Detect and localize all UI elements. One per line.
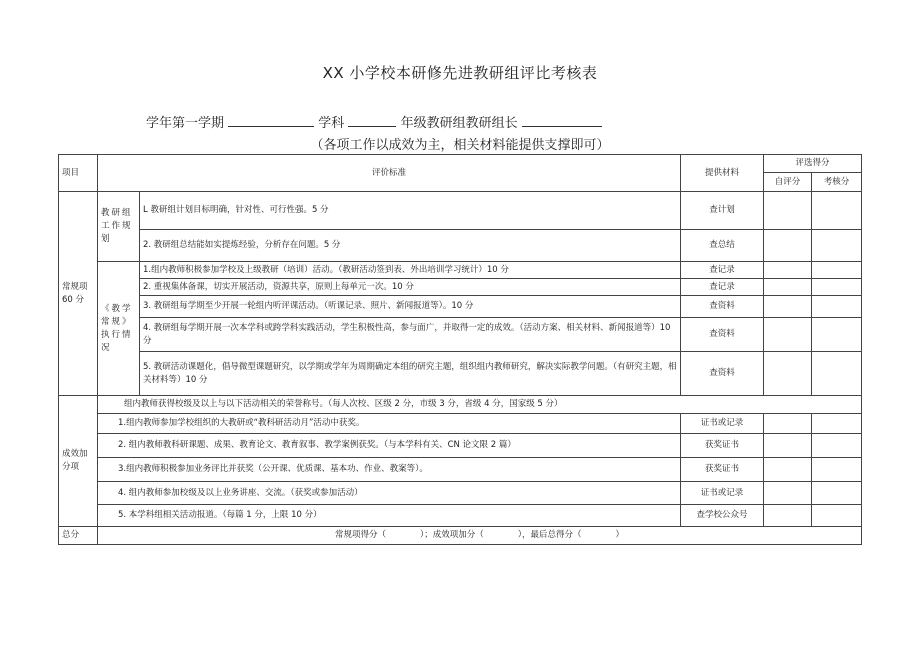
- header-criteria: 评价标准: [98, 155, 681, 192]
- table-row: [59, 279, 862, 296]
- review-score-cell[interactable]: [812, 434, 862, 458]
- routine-category-label: 常规项 60 分: [62, 281, 88, 305]
- page-title: XX 小学校本研修先进教研组评比考核表: [322, 64, 598, 82]
- table-row: [59, 296, 862, 318]
- table-row: [59, 352, 862, 396]
- table-row: [59, 318, 862, 352]
- planning-subcategory: 教研组工作规划: [98, 192, 140, 262]
- criteria-text: 1.组内教师参加学校组织的大教研或“教科研活动月”活动中获奖。: [98, 414, 681, 434]
- review-score-cell[interactable]: [812, 352, 862, 396]
- execution-subcategory: 《教学常规》执行情况: [98, 262, 140, 396]
- criteria-text: 2. 重视集体备课，切实开展活动，资源共享，原则上每单元一次。10 分: [140, 279, 681, 296]
- self-score-cell[interactable]: [764, 296, 812, 318]
- material-text: 查资料: [681, 296, 764, 318]
- self-score-cell[interactable]: [764, 230, 812, 262]
- self-score-cell[interactable]: [764, 434, 812, 458]
- routine-category: [59, 192, 98, 396]
- total-row: [59, 527, 862, 545]
- table-row: [59, 458, 862, 482]
- material-text: 查资料: [681, 318, 764, 352]
- total-text: 常规项得分（ ）；成效项加分（ ），最后总得分（ ）: [98, 527, 862, 545]
- material-text: 查计划: [681, 192, 764, 230]
- self-score-cell[interactable]: [764, 279, 812, 296]
- table-row: [59, 262, 862, 279]
- criteria-text: 3.组内教师积极参加业务评比并获奖（公开课、优质课、基本功、作业、教案等）。: [98, 458, 681, 482]
- blank-field-1[interactable]: [228, 114, 314, 127]
- self-score-cell[interactable]: [764, 318, 812, 352]
- bonus-category: [59, 396, 98, 527]
- total-label: 总分: [59, 527, 98, 545]
- material-text: 查资料: [681, 352, 764, 396]
- criteria-text: 5. 教研活动课题化，倡导微型课题研究，以学期或学年为周期确定本组的研究主题，组织组内教师研究，解决实际教学问题。（有研究主题，相关材料等）10 分: [140, 352, 681, 396]
- bonus-category-label: 成效加 分项: [62, 449, 88, 472]
- material-text: 证书或记录: [681, 482, 764, 505]
- material-text: 查学校公众号: [681, 505, 764, 527]
- review-score-cell[interactable]: [812, 505, 862, 527]
- table-row: [59, 482, 862, 505]
- header-review-score: 考核分: [812, 173, 862, 192]
- criteria-text: 4. 组内教师参加校级及以上业务讲座、交流。（获奖或参加活动）: [98, 482, 681, 505]
- review-score-cell[interactable]: [812, 192, 862, 230]
- self-score-cell[interactable]: [764, 192, 812, 230]
- blank-field-2[interactable]: [348, 114, 396, 127]
- review-score-cell[interactable]: [812, 262, 862, 279]
- subtitle-subject: 学科: [318, 116, 345, 131]
- table-row: [59, 192, 862, 230]
- review-score-cell[interactable]: [812, 318, 862, 352]
- blank-field-3[interactable]: [522, 114, 602, 127]
- self-score-cell[interactable]: [764, 458, 812, 482]
- criteria-text: 1.组内教师积极参加学校及上级教研（培训）活动。（教研活动签到表、外出培训学习统计）10 分: [140, 262, 681, 279]
- material-text: 查记录: [681, 262, 764, 279]
- table-row: [59, 396, 862, 414]
- review-score-cell[interactable]: [812, 230, 862, 262]
- material-text: 查记录: [681, 279, 764, 296]
- review-score-cell[interactable]: [812, 296, 862, 318]
- material-text: 获奖证书: [681, 458, 764, 482]
- table-row: [59, 230, 862, 262]
- review-score-cell[interactable]: [812, 458, 862, 482]
- self-score-cell[interactable]: [764, 482, 812, 505]
- criteria-text: L 教研组计划目标明确，针对性、可行性强。5 分: [140, 192, 681, 230]
- subtitle-leader: 年级教研组教研组长: [400, 116, 518, 131]
- criteria-text: 4. 教研组每学期开展一次本学科或跨学科实践活动，学生积极性高，参与面广，并取得一定的成效。（活动方案、相关材料、新闻报道等）10 分: [140, 318, 681, 352]
- subtitle-semester: 学年第一学期: [146, 116, 225, 131]
- material-text: 查总结: [681, 230, 764, 262]
- self-score-cell[interactable]: [764, 352, 812, 396]
- material-text: 获奖证书: [681, 434, 764, 458]
- material-text: 证书或记录: [681, 414, 764, 434]
- self-score-cell[interactable]: [764, 414, 812, 434]
- evaluation-table: [58, 154, 862, 545]
- header-item: 项目: [59, 155, 98, 192]
- review-score-cell[interactable]: [812, 414, 862, 434]
- criteria-text: 3. 教研组每学期至少开展一轮组内听评课活动。（听课记录、照片、新闻报道等）。10 分: [140, 296, 681, 318]
- criteria-text: 2. 组内教师教科研课题、成果、教育论文、教育叙事、教学案例获奖。（与本学科有关、CN 论文限 2 篇）: [98, 434, 681, 458]
- subtitle-line: [146, 112, 602, 131]
- review-score-cell[interactable]: [812, 482, 862, 505]
- self-score-cell[interactable]: [764, 262, 812, 279]
- table-row: [59, 505, 862, 527]
- criteria-text: 2. 教研组总结能如实提炼经验，分析存在问题。5 分: [140, 230, 681, 262]
- table-row: [59, 414, 862, 434]
- header-score-group: 评选得分: [764, 155, 862, 173]
- criteria-text: 5. 本学科组相关活动报道。（每篇 1 分，上限 10 分）: [98, 505, 681, 527]
- header-row: [59, 155, 862, 173]
- header-material: 提供材料: [681, 155, 764, 192]
- header-self-score: 自评分: [764, 173, 812, 192]
- note-text: （各项工作以成效为主，相关材料能提供支撑即可）: [310, 138, 610, 153]
- table-row: [59, 434, 862, 458]
- review-score-cell[interactable]: [812, 279, 862, 296]
- self-score-cell[interactable]: [764, 505, 812, 527]
- bonus-intro: 组内教师获得校级及以上与以下活动相关的荣誉称号。（每人次校、区级 2 分，市级 3 分，省级 4 分，国家级 5 分）: [98, 396, 862, 414]
